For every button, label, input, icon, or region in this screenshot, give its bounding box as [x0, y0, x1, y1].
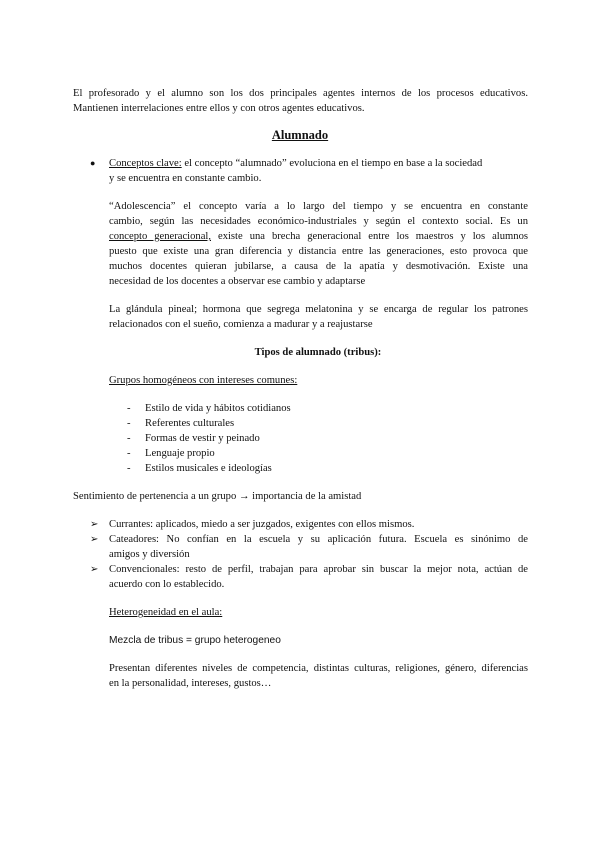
arrow-marker: ➢ — [90, 564, 99, 575]
heterogeneidad-line-1: Presentan diferentes niveles de competencia, distintas culturas, religiones, género, diferencias — [109, 663, 528, 674]
tribu-cateadores-line-2: amigos y diversión — [109, 549, 190, 560]
bullet-marker: ● — [90, 158, 96, 168]
grupos-item: Formas de vestir y peinado — [145, 433, 260, 444]
bullet-line-2: y se encuentra en constante cambio. — [109, 173, 262, 184]
adolescencia-line-2: cambio, según las necesidades económico-industriales y según el contexto social. Es un — [109, 216, 528, 227]
tribu-convencionales-line-1: Convencionales: resto de perfil, trabajan para aprobar sin buscar la mejor nota, actúan de — [109, 564, 528, 575]
heterogeneidad-line-2: en la personalidad, intereses, gustos… — [109, 678, 272, 689]
adolescencia-line-3 — [109, 229, 528, 244]
intro-line-1: El profesorado y el alumno son los dos principales agentes internos de los procesos educativos. — [73, 88, 528, 99]
intro-line-2: Mantienen interrelaciones entre ellos y con otros agentes educativos. — [73, 103, 365, 114]
section-title: Alumnado — [271, 128, 329, 142]
adolescencia-line-6: necesidad de los docentes a observar ese cambio y adaptarse — [109, 276, 366, 287]
bullet-line-1 — [109, 156, 482, 171]
bullet-line-1-text: el concepto “alumnado” evoluciona en el tiempo en base a la sociedad — [181, 158, 483, 169]
bullet-label: Conceptos clave: — [109, 158, 182, 169]
tribu-currantes: Currantes: aplicados, miedo a ser juzgados, exigentes con ellos mismos. — [109, 519, 415, 530]
subtitle: Tipos de alumnado (tribus): — [254, 347, 382, 358]
heterogeneidad-heading: Heterogeneidad en el aula: — [109, 607, 223, 618]
pineal-line-1: La glándula pineal; hormona que segrega melatonina y se encarga de regular los patrones — [109, 304, 528, 315]
sentimiento-line: Sentimiento de pertenencia a un grupo → importancia de la amistad — [73, 491, 362, 502]
dash-marker: - — [127, 403, 131, 414]
grupos-heading: Grupos homogéneos con intereses comunes: — [109, 375, 298, 386]
adolescencia-line-4: puesto que existe una gran diferencia y distancia entre las generaciones, esto provoca que — [109, 246, 528, 257]
arrow-marker: ➢ — [90, 534, 99, 545]
grupos-item: Estilos musicales e ideologías — [145, 463, 272, 474]
adolescencia-line-1: “Adolescencia” el concepto varía a lo largo del tiempo y se encuentra en constante — [109, 201, 528, 212]
tribu-cateadores-line-1: Cateadores: No confían en la escuela y su aplicación futura. Escuela es sinónimo de — [109, 534, 528, 545]
grupos-item: Lenguaje propio — [145, 448, 215, 459]
heterogeneidad-formula: Mezcla de tribus = grupo heterogeneo — [109, 635, 281, 646]
dash-marker: - — [127, 448, 131, 459]
dash-marker: - — [127, 418, 131, 429]
concepto-generacional: concepto generacional, — [109, 231, 211, 242]
dash-marker: - — [127, 433, 131, 444]
grupos-item: Referentes culturales — [145, 418, 235, 429]
grupos-item: Estilo de vida y hábitos cotidianos — [145, 403, 291, 414]
pineal-line-2: relacionados con el sueño, comienza a madurar y a reajustarse — [109, 319, 373, 330]
dash-marker: - — [127, 463, 131, 474]
adolescencia-line-3-text: existe una brecha generacional entre los maestros y los alumnos — [211, 231, 528, 242]
tribu-convencionales-line-2: acuerdo con lo establecido. — [109, 579, 225, 590]
adolescencia-line-5: muchos docentes quieran jubilarse, a causa de la apatía y desmotivación. Existe una — [109, 261, 528, 272]
arrow-marker: ➢ — [90, 519, 99, 530]
